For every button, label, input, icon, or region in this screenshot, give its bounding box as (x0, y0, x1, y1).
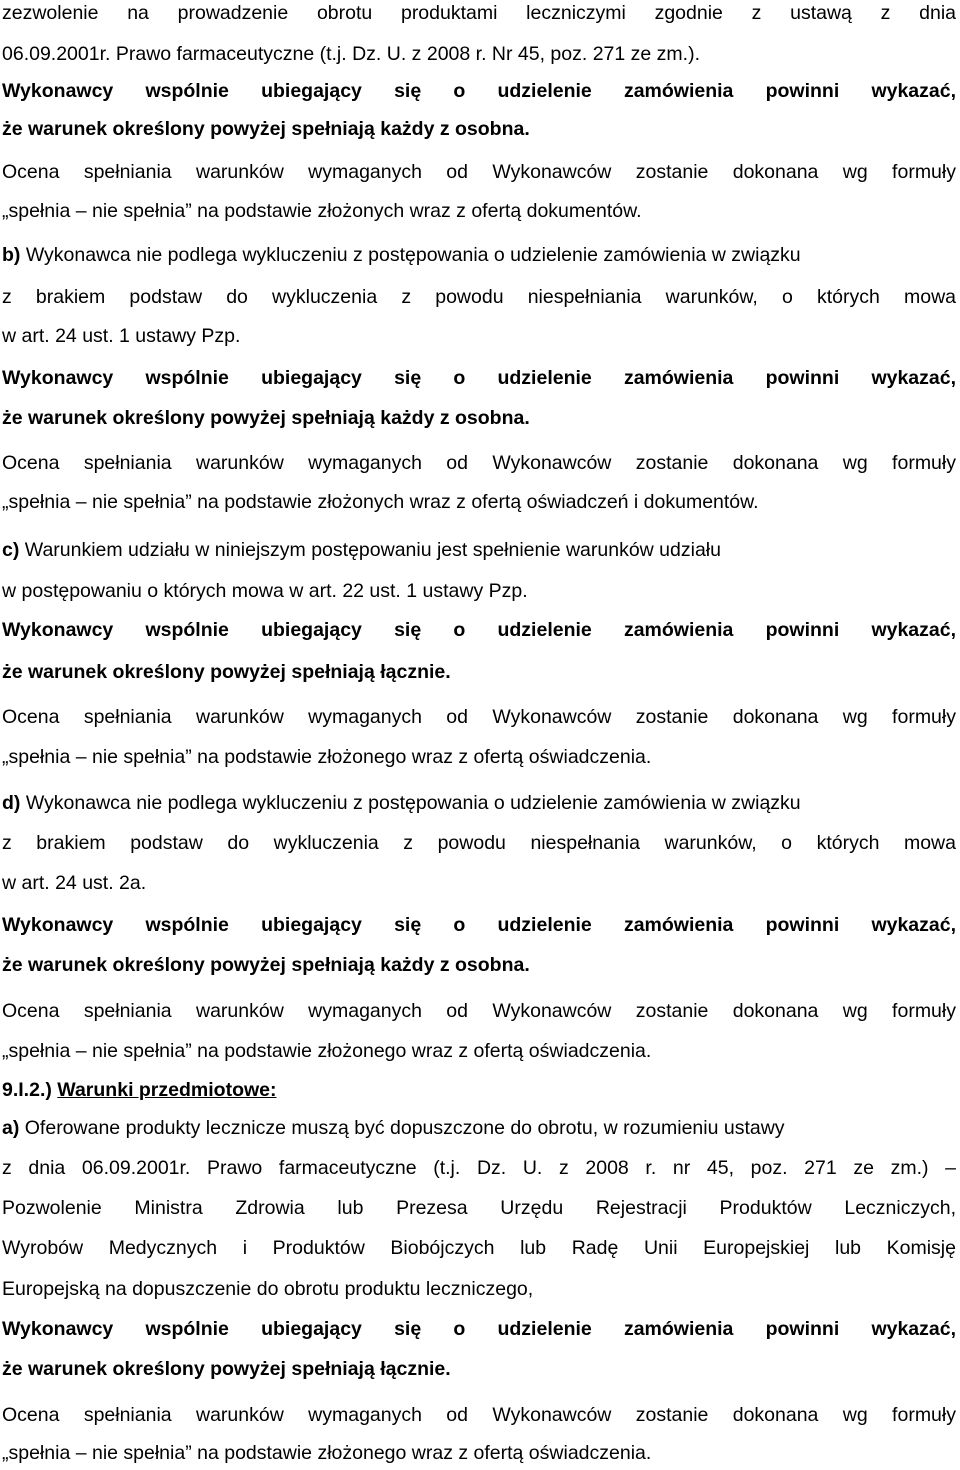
body-text-line: Ocena spełniania warunków wymaganych od Wykonawców zostanie dokonana wg formuły (2, 1404, 956, 1426)
body-text-line: w postępowaniu o których mowa w art. 22 ust. 1 ustawy Pzp. (2, 580, 528, 602)
bold-text-line: że warunek określony powyżej spełniają każdy z osobna. (2, 118, 530, 140)
list-item-text: Wykonawca nie podlega wykluczeniu z postępowania o udzielenie zamówienia w związku (20, 244, 801, 266)
body-text-line: 06.09.2001r. Prawo farmaceutyczne (t.j. Dz. U. z 2008 r. Nr 45, poz. 271 ze zm.). (2, 43, 700, 65)
bold-text-line: Wykonawcy wspólnie ubiegający się o udzielenie zamówienia powinni wykazać, (2, 1318, 956, 1340)
body-text-line: Ocena spełniania warunków wymaganych od Wykonawców zostanie dokonana wg formuły (2, 161, 956, 183)
list-item-text: Wykonawca nie podlega wykluczeniu z postępowania o udzielenie zamówienia w związku (20, 792, 801, 814)
section-heading (2, 1077, 956, 1103)
list-item-a (2, 1115, 956, 1141)
list-marker: b) (2, 244, 21, 266)
list-marker: c) (2, 539, 20, 561)
bold-text-line: Wykonawcy wspólnie ubiegający się o udzielenie zamówienia powinni wykazać, (2, 80, 956, 102)
bold-text-line: Wykonawcy wspólnie ubiegający się o udzielenie zamówienia powinni wykazać, (2, 914, 956, 936)
list-item-c (2, 537, 956, 563)
list-item-text: Warunkiem udziału w niniejszym postępowaniu jest spełnienie warunków udziału (19, 539, 721, 561)
body-text-line: „spełnia – nie spełnia” na podstawie złożonego wraz z ofertą oświadczenia. (2, 1442, 652, 1464)
body-text-line: zezwolenie na prowadzenie obrotu produktami leczniczymi zgodnie z ustawą z dnia (2, 2, 956, 24)
bold-text-line: że warunek określony powyżej spełniają każdy z osobna. (2, 954, 530, 976)
bold-text-line: że warunek określony powyżej spełniają łącznie. (2, 661, 451, 683)
body-text-line: „spełnia – nie spełnia” na podstawie złożonych wraz z ofertą dokumentów. (2, 200, 642, 222)
section-title: Warunki przedmiotowe: (57, 1079, 277, 1101)
body-text-line: z dnia 06.09.2001r. Prawo farmaceutyczne (t.j. Dz. U. z 2008 r. nr 45, poz. 271 ze zm.) – (2, 1157, 956, 1179)
list-marker: a) (2, 1117, 20, 1139)
body-text-line: z brakiem podstaw do wykluczenia z powodu niespełniania warunków, o których mowa (2, 286, 956, 308)
body-text-line: Ocena spełniania warunków wymaganych od Wykonawców zostanie dokonana wg formuły (2, 452, 956, 474)
body-text-line: „spełnia – nie spełnia” na podstawie złożonych wraz z ofertą oświadczeń i dokumentów. (2, 491, 759, 513)
bold-text-line: że warunek określony powyżej spełniają łącznie. (2, 1358, 451, 1380)
body-text-line: z brakiem podstaw do wykluczenia z powodu niespełnania warunków, o których mowa (2, 832, 956, 854)
list-marker: d) (2, 792, 21, 814)
body-text-line: Europejską na dopuszczenie do obrotu produktu leczniczego, (2, 1278, 534, 1300)
body-text-line: „spełnia – nie spełnia” na podstawie złożonego wraz z ofertą oświadczenia. (2, 746, 652, 768)
list-item-b (2, 242, 956, 268)
body-text-line: w art. 24 ust. 2a. (2, 872, 147, 894)
body-text-line: Wyrobów Medycznych i Produktów Biobójczych lub Radę Unii Europejskiej lub Komisję (2, 1237, 956, 1259)
body-text-line: w art. 24 ust. 1 ustawy Pzp. (2, 325, 241, 347)
body-text-line: Pozwolenie Ministra Zdrowia lub Prezesa Urzędu Rejestracji Produktów Leczniczych, (2, 1197, 956, 1219)
list-item-d (2, 790, 956, 816)
list-item-text: Oferowane produkty lecznicze muszą być dopuszczone do obrotu, w rozumieniu ustawy (19, 1117, 785, 1139)
body-text-line: Ocena spełniania warunków wymaganych od Wykonawców zostanie dokonana wg formuły (2, 706, 956, 728)
section-number: 9.I.2.) (2, 1079, 52, 1101)
bold-text-line: że warunek określony powyżej spełniają każdy z osobna. (2, 407, 530, 429)
body-text-line: „spełnia – nie spełnia” na podstawie złożonego wraz z ofertą oświadczenia. (2, 1040, 652, 1062)
bold-text-line: Wykonawcy wspólnie ubiegający się o udzielenie zamówienia powinni wykazać, (2, 367, 956, 389)
bold-text-line: Wykonawcy wspólnie ubiegający się o udzielenie zamówienia powinni wykazać, (2, 619, 956, 641)
body-text-line: Ocena spełniania warunków wymaganych od Wykonawców zostanie dokonana wg formuły (2, 1000, 956, 1022)
